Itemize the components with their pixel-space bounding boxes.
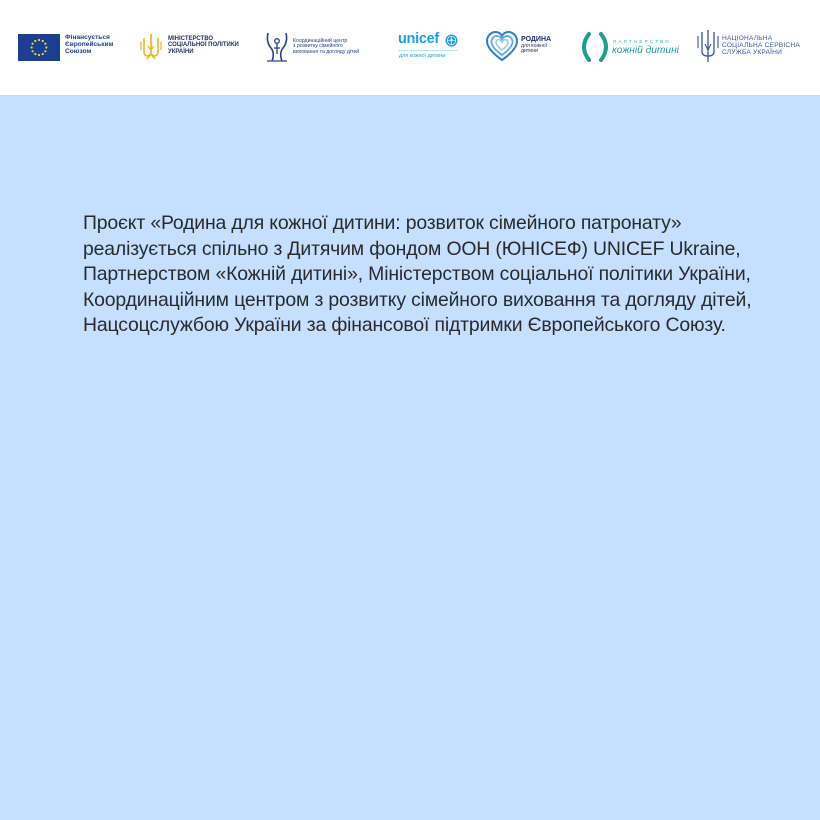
partnership-every-child-logo bbox=[580, 32, 690, 62]
nss-line-3: СЛУЖБА УКРАЇНИ bbox=[722, 48, 783, 56]
eu-flag-icon bbox=[18, 34, 60, 61]
unicef-tagline: для кожної дитини bbox=[399, 53, 446, 59]
rodyna-subtitle bbox=[521, 44, 547, 55]
coordination-centre-text bbox=[293, 39, 359, 55]
ministry-text bbox=[168, 36, 239, 55]
heart-icon bbox=[486, 31, 518, 62]
rodyna-title: РОДИНА bbox=[521, 36, 552, 43]
nss-line-1: НАЦІОНАЛЬНА bbox=[722, 35, 773, 42]
unicef-wordmark: unicef bbox=[398, 31, 439, 47]
rodyna-line-1: для кожної bbox=[521, 43, 548, 49]
eu-funding-text bbox=[65, 35, 113, 56]
trident-icon bbox=[139, 32, 163, 62]
coord-line-3: виховання та догляду дітей bbox=[293, 48, 360, 55]
partner-logo-bar bbox=[0, 0, 820, 95]
project-description: Проєкт «Родина для кожної дитини: розвиток сімейного патронату» реалізується спільно з Дитячим фондом ООН (ЮНІСЕФ) UNICEF Ukraine, Партнерством «Кожній дитині», Міністерством соціальної політики України, Координаційним центром з розвитку сімейного виховання та догляду дітей, Нацсоцслужбою України за фінансової підтримки Європейського Союзу. bbox=[83, 212, 752, 337]
parentheses-arcs-icon bbox=[580, 32, 610, 62]
family-figures-icon bbox=[264, 30, 290, 64]
eu-funding-logo bbox=[18, 34, 128, 62]
rodyna-logo bbox=[486, 31, 561, 63]
eu-line-1: Фінансується bbox=[65, 34, 110, 41]
ministry-line-3: УКРАЇНИ bbox=[168, 48, 194, 55]
coord-line-2: з розвитку сімейного bbox=[293, 43, 343, 50]
national-service-text bbox=[722, 36, 800, 57]
nss-line-2: СОЦІАЛЬНА СЕРВІСНА bbox=[722, 41, 800, 49]
coord-line-1: Координаційний центр bbox=[293, 38, 348, 44]
trident-outline-icon bbox=[696, 28, 720, 64]
ministry-social-policy-logo bbox=[139, 32, 254, 62]
unicef-divider bbox=[398, 50, 458, 51]
ministry-line-1: МІНІСТЕРСТВО bbox=[168, 36, 214, 42]
coordination-centre-logo bbox=[264, 30, 384, 64]
ministry-line-2: СОЦІАЛЬНОЇ ПОЛІТИКИ bbox=[168, 42, 239, 49]
unicef-logo bbox=[398, 31, 464, 63]
partnership-pre-label: ПАРТНЕРСТВО bbox=[613, 39, 672, 44]
rodyna-line-2: дитини bbox=[521, 48, 538, 55]
partnership-name: кожній дитині bbox=[612, 45, 679, 56]
national-social-service-logo bbox=[696, 28, 814, 64]
eu-line-2: Європейським bbox=[65, 40, 114, 48]
eu-line-3: Союзом bbox=[65, 47, 92, 55]
unicef-globe-icon bbox=[445, 34, 458, 47]
